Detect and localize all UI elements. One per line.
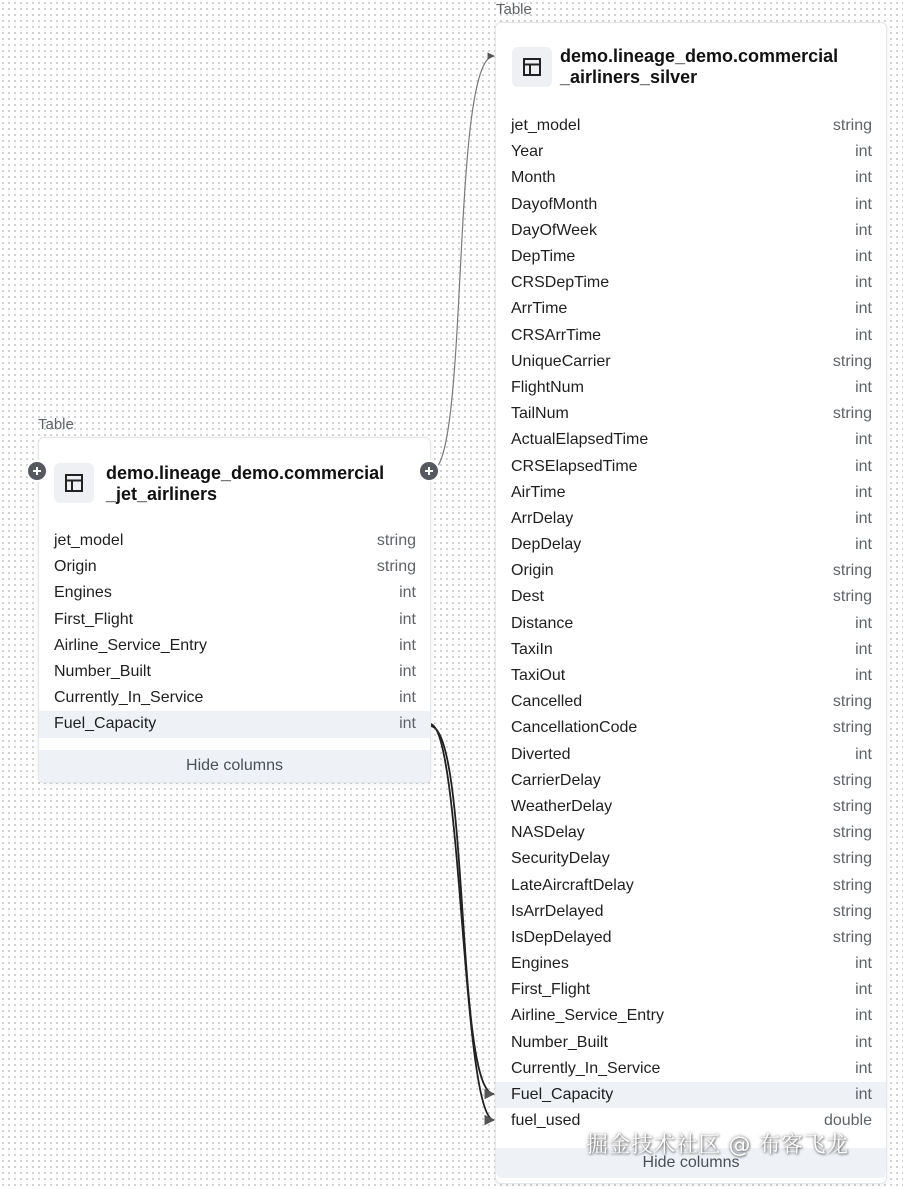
column-type: int (855, 326, 872, 344)
column-row[interactable] (496, 872, 886, 898)
column-type: string (832, 850, 872, 868)
column-row[interactable] (496, 375, 886, 401)
column-type: int (855, 614, 872, 632)
column-type: int (855, 667, 872, 685)
column-type: double (823, 1112, 872, 1130)
column-type: int (855, 248, 872, 266)
watermark: 掘金技术社区 @ 布客飞龙 (586, 1133, 849, 1158)
hide-columns-button[interactable]: Hide columns (496, 1148, 886, 1178)
column-type: string (832, 562, 872, 580)
column-row[interactable] (496, 611, 886, 637)
column-type: int (855, 274, 872, 292)
column-type: int (855, 981, 872, 999)
column-name: First_Flight (511, 981, 591, 999)
column-row[interactable] (496, 165, 886, 191)
column-lineage-edge-fuel-used (430, 724, 494, 1120)
column-row[interactable] (496, 820, 886, 846)
column-row[interactable] (39, 528, 430, 554)
column-row[interactable] (39, 685, 430, 711)
column-type: int (855, 509, 872, 527)
column-name: Origin (511, 562, 554, 580)
column-row[interactable] (496, 977, 886, 1003)
column-name: Engines (511, 955, 569, 973)
column-row[interactable] (39, 607, 430, 633)
column-name: Distance (511, 614, 574, 632)
column-name: FlightNum (511, 378, 584, 396)
plus-icon (32, 466, 42, 476)
column-name: Cancelled (511, 693, 583, 711)
column-type: int (855, 1059, 872, 1077)
column-row[interactable] (496, 1003, 886, 1029)
column-row[interactable] (496, 1082, 886, 1108)
column-type: string (832, 352, 872, 370)
column-row[interactable] (496, 192, 886, 218)
column-row[interactable] (496, 846, 886, 872)
column-type: string (376, 558, 416, 576)
source-node-kind-label: Table (38, 416, 74, 433)
column-type: string (832, 719, 872, 737)
column-row[interactable] (496, 427, 886, 453)
column-name: DepTime (511, 248, 576, 266)
target-column-list (496, 113, 886, 1134)
column-row[interactable] (496, 715, 886, 741)
source-table-title[interactable]: demo.lineage_demo.commercial _jet_airliners (106, 463, 385, 504)
column-type: int (855, 221, 872, 239)
column-row[interactable] (496, 689, 886, 715)
column-type: int (855, 1007, 872, 1025)
column-row[interactable] (496, 244, 886, 270)
column-row[interactable] (496, 899, 886, 925)
target-node-kind-label: Table (496, 1, 532, 18)
table-icon (54, 463, 94, 503)
column-name: NASDelay (511, 824, 585, 842)
column-type: string (832, 405, 872, 423)
column-name: jet_model (54, 532, 124, 550)
column-type: int (399, 663, 416, 681)
column-row[interactable] (39, 633, 430, 659)
column-type: int (399, 715, 416, 733)
column-name: Month (511, 169, 556, 187)
column-type: int (855, 431, 872, 449)
target-table-card[interactable] (495, 22, 887, 1184)
column-name: IsArrDelayed (511, 902, 604, 920)
column-row[interactable] (496, 742, 886, 768)
column-name: WeatherDelay (511, 797, 613, 815)
column-type: int (399, 610, 416, 628)
column-type: int (855, 483, 872, 501)
column-type: int (399, 636, 416, 654)
column-row[interactable] (496, 296, 886, 322)
column-row[interactable] (496, 794, 886, 820)
column-type: int (855, 378, 872, 396)
column-name: DayOfWeek (511, 221, 597, 239)
column-row[interactable] (496, 453, 886, 479)
column-type: string (832, 588, 872, 606)
column-type: int (855, 1086, 872, 1104)
column-row[interactable] (496, 139, 886, 165)
column-name: TaxiIn (511, 640, 553, 658)
column-type: string (376, 532, 416, 550)
column-row[interactable] (496, 506, 886, 532)
column-name: Currently_In_Service (54, 689, 204, 707)
column-name: ArrTime (511, 300, 568, 318)
column-name: TailNum (511, 405, 569, 423)
column-name: CRSArrTime (511, 326, 602, 344)
column-name: Diverted (511, 745, 571, 763)
column-name: ArrDelay (511, 509, 574, 527)
column-name: Number_Built (54, 663, 151, 681)
expand-downstream-button[interactable] (418, 460, 440, 482)
column-name: DepDelay (511, 536, 582, 554)
column-name: jet_model (511, 117, 581, 135)
column-row[interactable] (496, 218, 886, 244)
column-type: string (832, 902, 872, 920)
column-type: string (832, 771, 872, 789)
column-name: ActualElapsedTime (511, 431, 649, 449)
column-lineage-edge-fuel-capacity (430, 726, 494, 1094)
column-row[interactable] (496, 349, 886, 375)
target-table-title[interactable]: demo.lineage_demo.commercial _airliners_silver (560, 46, 839, 87)
column-type: string (832, 117, 872, 135)
column-row[interactable] (496, 270, 886, 296)
column-type: string (832, 824, 872, 842)
column-name: fuel_used (511, 1112, 581, 1130)
column-row[interactable] (39, 580, 430, 606)
column-row[interactable] (39, 711, 430, 737)
column-name: CancellationCode (511, 719, 638, 737)
column-type: int (855, 457, 872, 475)
column-name: IsDepDelayed (511, 928, 612, 946)
column-name: SecurityDelay (511, 850, 610, 868)
table-lineage-edge (431, 56, 494, 471)
column-name: Airline_Service_Entry (511, 1007, 664, 1025)
column-row[interactable] (496, 584, 886, 610)
column-row[interactable] (496, 637, 886, 663)
column-name: Currently_In_Service (511, 1059, 661, 1077)
source-column-list (39, 528, 430, 738)
column-row[interactable] (496, 768, 886, 794)
column-type: int (855, 955, 872, 973)
column-row[interactable] (496, 951, 886, 977)
column-row[interactable] (39, 554, 430, 580)
column-name: Year (511, 143, 544, 161)
column-name: Airline_Service_Entry (54, 636, 207, 654)
column-type: string (832, 693, 872, 711)
column-row[interactable] (496, 558, 886, 584)
column-name: Dest (511, 588, 544, 606)
column-row[interactable] (496, 113, 886, 139)
column-type: int (855, 745, 872, 763)
column-type: int (855, 143, 872, 161)
column-name: LateAircraftDelay (511, 876, 634, 894)
column-type: int (855, 195, 872, 213)
column-row[interactable] (496, 323, 886, 349)
column-name: CarrierDelay (511, 771, 601, 789)
column-row[interactable] (496, 925, 886, 951)
source-table-card[interactable] (38, 437, 431, 783)
column-type: int (855, 300, 872, 318)
column-type: int (855, 169, 872, 187)
column-name: CRSElapsedTime (511, 457, 638, 475)
column-type: int (855, 536, 872, 554)
column-type: int (855, 640, 872, 658)
column-name: UniqueCarrier (511, 352, 611, 370)
column-name: Fuel_Capacity (54, 715, 157, 733)
expand-upstream-button[interactable] (26, 460, 48, 482)
column-row[interactable] (496, 663, 886, 689)
column-type: string (832, 797, 872, 815)
column-row[interactable] (496, 401, 886, 427)
column-row[interactable] (496, 1030, 886, 1056)
table-icon (512, 47, 552, 87)
column-row[interactable] (496, 532, 886, 558)
column-type: string (832, 876, 872, 894)
column-type: int (399, 689, 416, 707)
column-row[interactable] (496, 1056, 886, 1082)
column-name: First_Flight (54, 610, 134, 628)
column-name: Number_Built (511, 1033, 608, 1051)
column-name: Fuel_Capacity (511, 1086, 614, 1104)
column-type: string (832, 928, 872, 946)
plus-icon (424, 466, 434, 476)
column-name: Origin (54, 558, 97, 576)
column-name: Engines (54, 584, 112, 602)
column-row[interactable] (39, 659, 430, 685)
column-name: TaxiOut (511, 667, 566, 685)
hide-columns-button[interactable]: Hide columns (39, 750, 430, 782)
column-name: AirTime (511, 483, 566, 501)
column-name: DayofMonth (511, 195, 598, 213)
column-type: int (855, 1033, 872, 1051)
column-row[interactable] (496, 480, 886, 506)
column-name: CRSDepTime (511, 274, 610, 292)
column-type: int (399, 584, 416, 602)
